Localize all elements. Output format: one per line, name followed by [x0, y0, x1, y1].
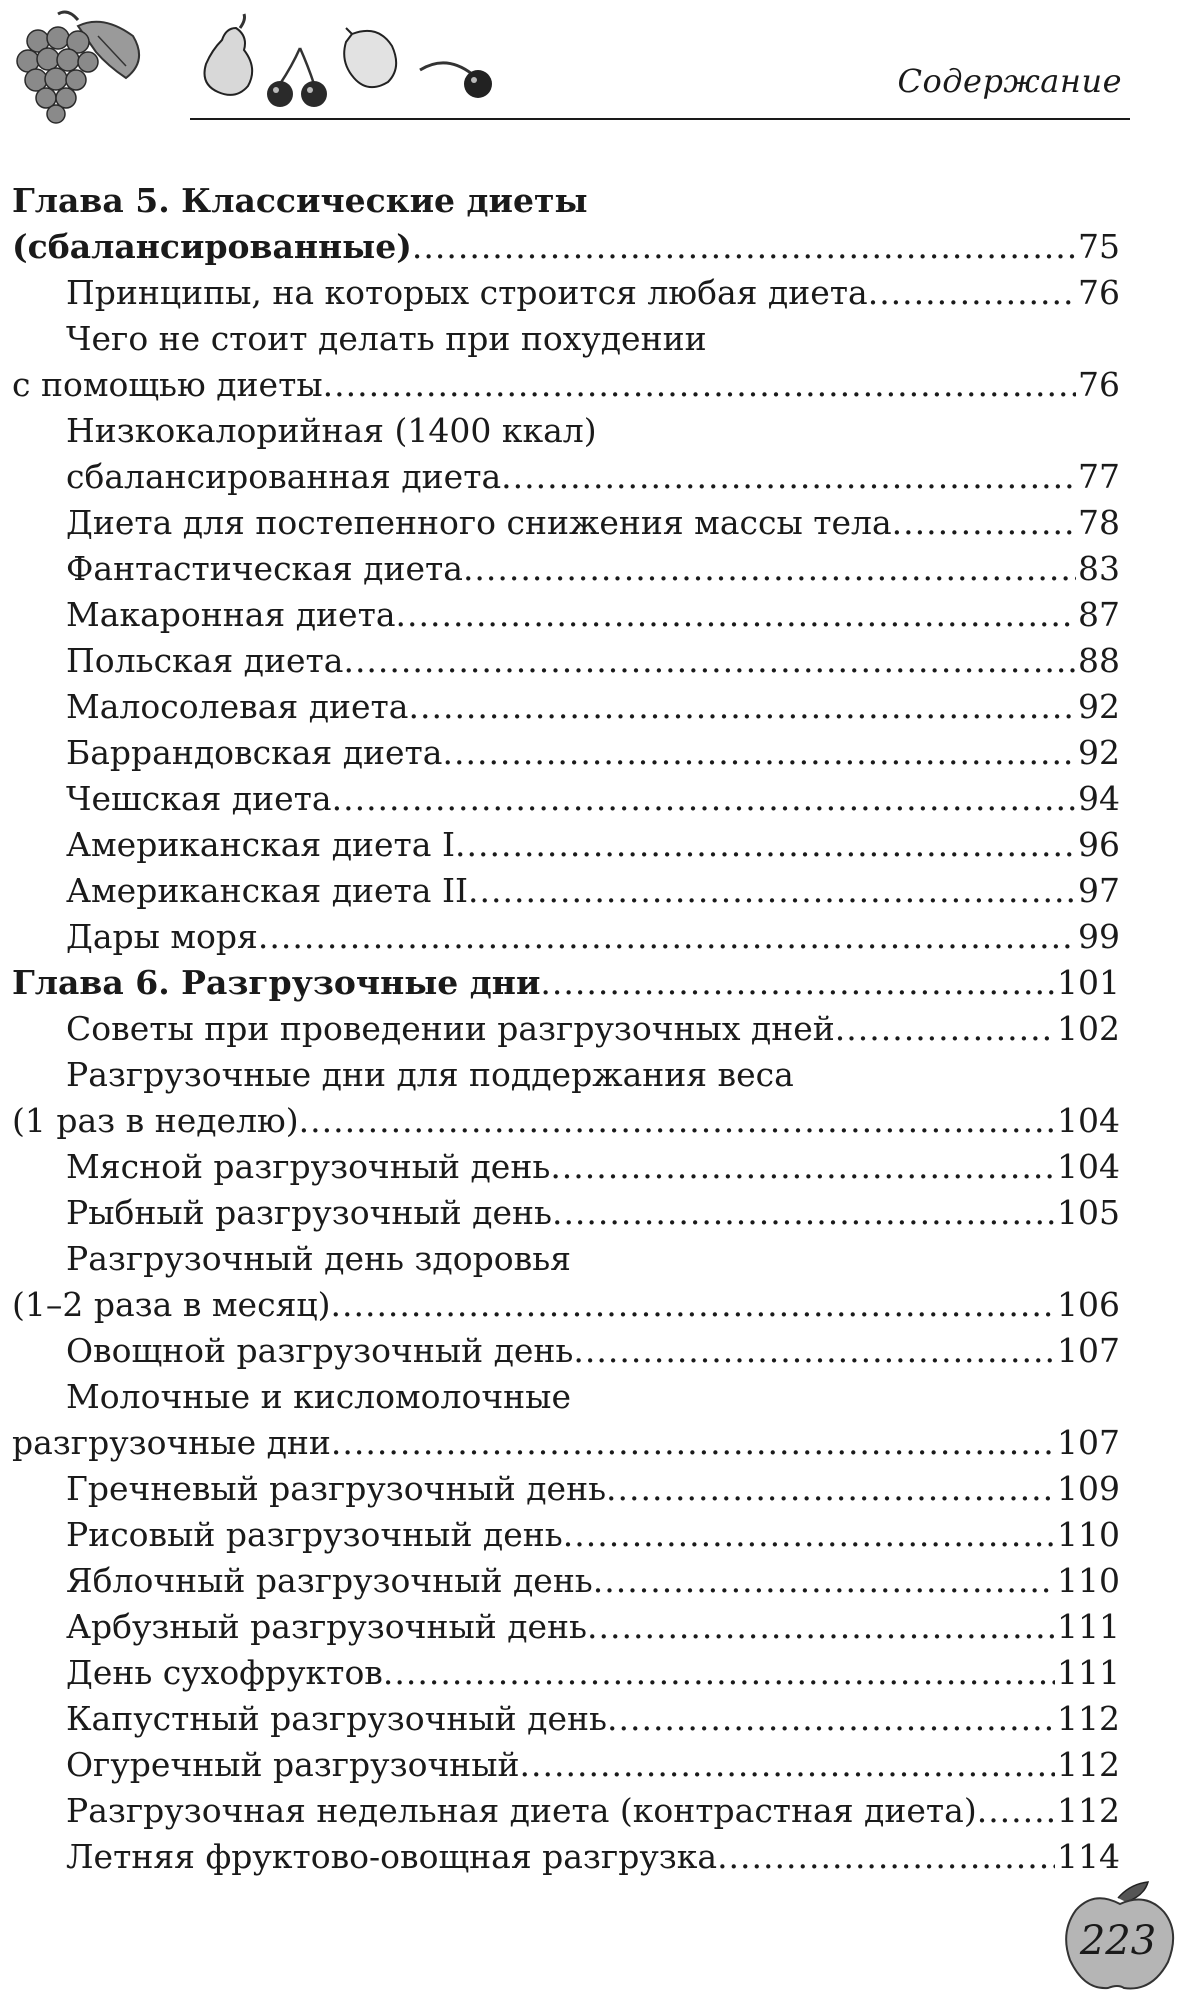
toc-page-number: 96 — [1078, 825, 1120, 864]
lemon-icon — [338, 24, 404, 94]
toc-dot-leader — [343, 638, 1076, 684]
toc-dot-leader — [593, 1558, 1055, 1604]
toc-entry-line — [12, 1190, 1120, 1236]
toc-page-number: 97 — [1078, 871, 1120, 910]
toc-entry-title: Чешская диета — [66, 779, 332, 818]
toc-page-number: 77 — [1078, 457, 1120, 496]
header-divider — [190, 118, 1130, 120]
toc-entry-title: Американская диета II — [66, 871, 469, 910]
toc-entry-line — [12, 1788, 1120, 1834]
toc-page-number: 76 — [1078, 365, 1120, 404]
toc-entry-line — [12, 1006, 1120, 1052]
toc-entry-line: Молочные и кисломолочные — [66, 1377, 571, 1416]
toc-page-number: 112 — [1057, 1745, 1120, 1784]
toc-dot-leader — [332, 776, 1076, 822]
toc-entry-title: (1–2 раза в месяц) — [12, 1285, 331, 1324]
toc-dot-leader — [468, 868, 1076, 914]
toc-entry-title: Гречневый разгрузочный день — [66, 1469, 607, 1508]
toc-entry-title: Огуречный разгрузочный — [66, 1745, 520, 1784]
toc-entry-title: Глава 6. Разгрузочные дни — [12, 963, 541, 1002]
toc-entry-line — [12, 1696, 1120, 1742]
toc-page-number: 114 — [1057, 1837, 1120, 1876]
toc-entry-title: Баррандовская диета — [66, 733, 443, 772]
section-title: Содержание — [897, 62, 1122, 100]
toc-dot-leader — [573, 1328, 1055, 1374]
toc-entry-title: Разгрузочная недельная диета (контрастная диета) — [66, 1791, 977, 1830]
cherries-icon — [262, 44, 334, 110]
toc-dot-leader — [540, 960, 1055, 1006]
toc-entry-line — [12, 1144, 1120, 1190]
toc-dot-leader — [563, 1512, 1055, 1558]
toc-entry-line — [12, 776, 1120, 822]
toc-entry-line — [12, 362, 1120, 408]
table-of-contents — [12, 178, 1120, 1880]
toc-entry-line: Разгрузочные дни для поддержания веса — [66, 1055, 794, 1094]
toc-entry-title: Рыбный разгрузочный день — [66, 1193, 552, 1232]
toc-entry-line — [12, 500, 1120, 546]
toc-entry-title: (сбалансированные) — [12, 227, 412, 266]
toc-entry-title: с помощью диеты — [12, 365, 323, 404]
toc-page-number: 111 — [1057, 1607, 1120, 1646]
toc-entry-title: Яблочный разгрузочный день — [66, 1561, 593, 1600]
toc-entry-title: сбалансированная диета — [66, 457, 502, 496]
toc-entry-title: Овощной разгрузочный день — [66, 1331, 574, 1370]
toc-chapter-line — [12, 224, 1120, 270]
toc-entry-line — [12, 1098, 1120, 1144]
toc-dot-leader — [868, 270, 1076, 316]
page-header — [0, 0, 1188, 130]
toc-entry-line — [12, 1512, 1120, 1558]
toc-dot-leader — [463, 546, 1076, 592]
toc-entry-line — [12, 822, 1120, 868]
toc-dot-leader — [977, 1788, 1055, 1834]
toc-page-number: 110 — [1057, 1561, 1120, 1600]
toc-chapter-line: Глава 5. Классические диеты — [12, 181, 588, 220]
toc-page-number: 87 — [1078, 595, 1120, 634]
toc-entry-title: Макаронная диета — [66, 595, 396, 634]
toc-dot-leader — [408, 684, 1076, 730]
toc-dot-leader — [606, 1466, 1055, 1512]
toc-entry-title: Капустный разгрузочный день — [66, 1699, 607, 1738]
pear-icon — [196, 10, 262, 100]
toc-entry-line — [12, 1282, 1120, 1328]
toc-page-number: 75 — [1078, 227, 1120, 266]
toc-page-number: 105 — [1057, 1193, 1120, 1232]
toc-dot-leader — [550, 1144, 1055, 1190]
toc-page-number: 88 — [1078, 641, 1120, 680]
toc-entry-title: Арбузный разгрузочный день — [66, 1607, 588, 1646]
toc-dot-leader — [455, 822, 1076, 868]
toc-entry-title: Диета для постепенного снижения массы тела — [66, 503, 892, 542]
toc-dot-leader — [520, 1742, 1055, 1788]
toc-dot-leader — [587, 1604, 1055, 1650]
toc-entry-line: Низкокалорийная (1400 ккал) — [66, 411, 597, 450]
toc-entry-line — [12, 1558, 1120, 1604]
toc-entry-line — [12, 1650, 1120, 1696]
toc-entry-line — [12, 270, 1120, 316]
toc-entry-title: (1 раз в неделю) — [12, 1101, 299, 1140]
toc-entry-title: Дары моря — [66, 917, 258, 956]
toc-dot-leader — [330, 1282, 1055, 1328]
toc-page-number: 106 — [1057, 1285, 1120, 1324]
toc-dot-leader — [717, 1834, 1055, 1880]
toc-dot-leader — [552, 1190, 1055, 1236]
toc-entry-line — [12, 546, 1120, 592]
toc-dot-leader — [607, 1696, 1055, 1742]
toc-entry-line — [12, 914, 1120, 960]
toc-dot-leader — [892, 500, 1076, 546]
toc-dot-leader — [299, 1098, 1055, 1144]
toc-entry-title: Рисовый разгрузочный день — [66, 1515, 563, 1554]
toc-entry-title: Польская диета — [66, 641, 344, 680]
toc-page-number: 111 — [1057, 1653, 1120, 1692]
toc-entry-line — [12, 638, 1120, 684]
toc-entry-line — [12, 1328, 1120, 1374]
toc-page-number: 110 — [1057, 1515, 1120, 1554]
toc-page-number: 99 — [1078, 917, 1120, 956]
toc-entry-title: Фантастическая диета — [66, 549, 463, 588]
toc-entry-title: Американская диета I — [66, 825, 455, 864]
toc-page-number: 101 — [1057, 963, 1120, 1002]
toc-page-number: 109 — [1057, 1469, 1120, 1508]
toc-entry-line — [12, 868, 1120, 914]
toc-entry-title: разгрузочные дни — [12, 1423, 331, 1462]
toc-dot-leader — [331, 1420, 1055, 1466]
toc-entry-line — [12, 684, 1120, 730]
toc-dot-leader — [396, 592, 1076, 638]
toc-entry-line: Чего не стоит делать при похудении — [66, 319, 707, 358]
toc-entry-title: Летняя фруктово-овощная разгрузка — [66, 1837, 718, 1876]
toc-dot-leader — [383, 1650, 1055, 1696]
toc-page-number: 104 — [1057, 1101, 1120, 1140]
toc-page-number: 92 — [1078, 687, 1120, 726]
toc-entry-title: День сухофруктов — [66, 1653, 383, 1692]
toc-page-number: 78 — [1078, 503, 1120, 542]
toc-entry-title: Советы при проведении разгрузочных дней — [66, 1009, 835, 1048]
toc-entry-line — [12, 1742, 1120, 1788]
toc-entry-title: Принципы, на которых строится любая диета — [66, 273, 868, 312]
toc-entry-title: Мясной разгрузочный день — [66, 1147, 551, 1186]
toc-dot-leader — [501, 454, 1076, 500]
toc-dot-leader — [323, 362, 1076, 408]
toc-chapter-line — [12, 960, 1120, 1006]
toc-entry-title: Малосолевая диета — [66, 687, 409, 726]
toc-entry-line — [12, 592, 1120, 638]
toc-page-number: 112 — [1057, 1791, 1120, 1830]
toc-entry-line — [12, 454, 1120, 500]
toc-dot-leader — [442, 730, 1076, 776]
toc-entry-line — [12, 1604, 1120, 1650]
toc-page-number: 83 — [1078, 549, 1120, 588]
toc-dot-leader — [412, 224, 1076, 270]
toc-entry-line: Разгрузочный день здоровья — [66, 1239, 571, 1278]
toc-page-number: 92 — [1078, 733, 1120, 772]
page-number: 223 — [1079, 1918, 1157, 1964]
toc-entry-line — [12, 1834, 1120, 1880]
toc-page-number: 94 — [1078, 779, 1120, 818]
toc-dot-leader — [835, 1006, 1055, 1052]
toc-page-number: 107 — [1057, 1331, 1120, 1370]
toc-page-number: 102 — [1057, 1009, 1120, 1048]
toc-entry-line — [12, 1420, 1120, 1466]
toc-page-number: 107 — [1057, 1423, 1120, 1462]
toc-entry-line — [12, 1466, 1120, 1512]
toc-page-number: 112 — [1057, 1699, 1120, 1738]
toc-entry-line — [12, 730, 1120, 776]
cherry-icon — [416, 52, 496, 102]
toc-page-number: 76 — [1078, 273, 1120, 312]
toc-page-number: 104 — [1057, 1147, 1120, 1186]
grapes-icon — [8, 6, 158, 124]
toc-dot-leader — [258, 914, 1076, 960]
